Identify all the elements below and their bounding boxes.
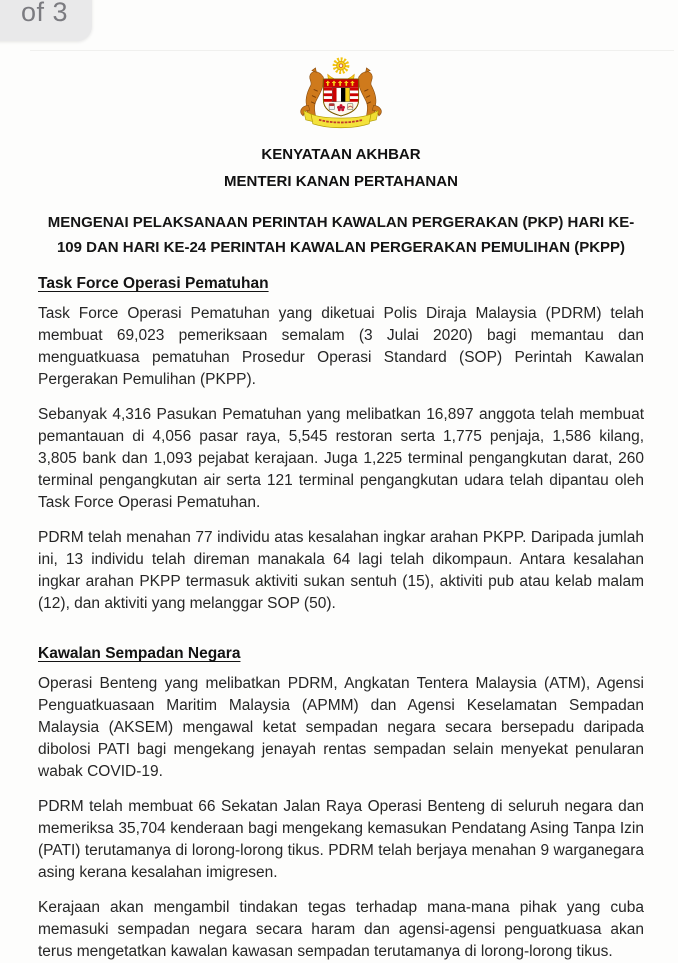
section-heading-task-force: Task Force Operasi Pematuhan: [38, 275, 269, 292]
document-title-line2: 109 DAN HARI KE-24 PERINTAH KAWALAN PERGERAKAN PEMULIHAN (PKPP): [56, 239, 626, 256]
document-header-line1: KENYATAAN AKHBAR: [261, 146, 421, 163]
document-header-line2: MENTERI KANAN PERTAHANAN: [224, 173, 458, 190]
paragraph: Task Force Operasi Pematuhan yang diketuai Polis Diraja Malaysia (PDRM) telah membuat 69,023 pemeriksaan semalam (3 Julai 2020) bagi memantau dan menguatkuasa pematuhan Prosedur Operasi Standard (SOP) Perintah Kawalan Pergerakan Pemulihan (PKPP).: [38, 305, 644, 388]
page-indicator-label: of 3: [20, 0, 68, 27]
paragraph: PDRM telah membuat 66 Sekatan Jalan Raya Operasi Benteng di seluruh negara dan memeriksa 35,704 kenderaan bagi mengekang kemasukan Pendatang Asing Tanpa Izin (PATI) terutamanya di lorong-lorong tikus. PDRM telah berjaya menahan 9 warganegara asing kerana kesalahan imigresen.: [38, 798, 644, 881]
paragraph: Operasi Benteng yang melibatkan PDRM, Angkatan Tentera Malaysia (ATM), Agensi Penguatkuasaan Maritim Malaysia (APMM) dan Agensi Keselamatan Sempadan Malaysia (AKSEM) mengawal ketat sempadan negara secara bersepadu daripada dibolosi PATI bagi mengekang jenayah rentas sempadan selain menyekat penularan wabak COVID-19.: [38, 675, 644, 780]
section-task-force-operasi-pematuhan: [38, 274, 644, 615]
page-indicator-badge: [0, 0, 92, 41]
section-heading-kawalan-sempadan: Kawalan Sempadan Negara: [38, 645, 241, 662]
paragraph: PDRM telah menahan 77 individu atas kesalahan ingkar arahan PKPP. Daripada jumlah ini, 13 individu telah direman manakala 64 lagi telah dikompaun. Antara kesalahan ingkar arahan PKPP termasuk aktiviti sukan sentuh (15), aktiviti pub atau kelab malam (12), dan aktiviti yang melanggar SOP (50).: [38, 529, 644, 612]
section-kawalan-sempadan-negara: [38, 644, 644, 963]
document-title-line1: MENGENAI PELAKSANAAN PERINTAH KAWALAN PERGERAKAN (PKP) HARI KE-: [47, 214, 635, 231]
paragraph: Sebanyak 4,316 Pasukan Pematuhan yang melibatkan 16,897 anggota telah membuat pemantauan di 4,056 pasar raya, 5,545 restoran serta 1,775 penjaja, 1,586 kilang, 3,805 bank dan 1,093 pejabat kerajaan. Juga 1,225 terminal pengangkutan darat, 260 terminal pengangkutan air serta 121 terminal pengangkutan udara telah dipantau oleh Task Force Operasi Pematuhan.: [38, 406, 644, 511]
document-title: [38, 210, 644, 260]
malaysia-coat-of-arms-icon: [288, 56, 394, 137]
paragraph: Kerajaan akan mengambil tindakan tegas terhadap mana-mana pihak yang cuba memasuki sempadan negara secara haram dan agensi-agensi penguatkuasa akan terus mengetatkan kawalan kawasan sempadan terutamanya di lorong-lorong tikus.: [38, 899, 644, 960]
